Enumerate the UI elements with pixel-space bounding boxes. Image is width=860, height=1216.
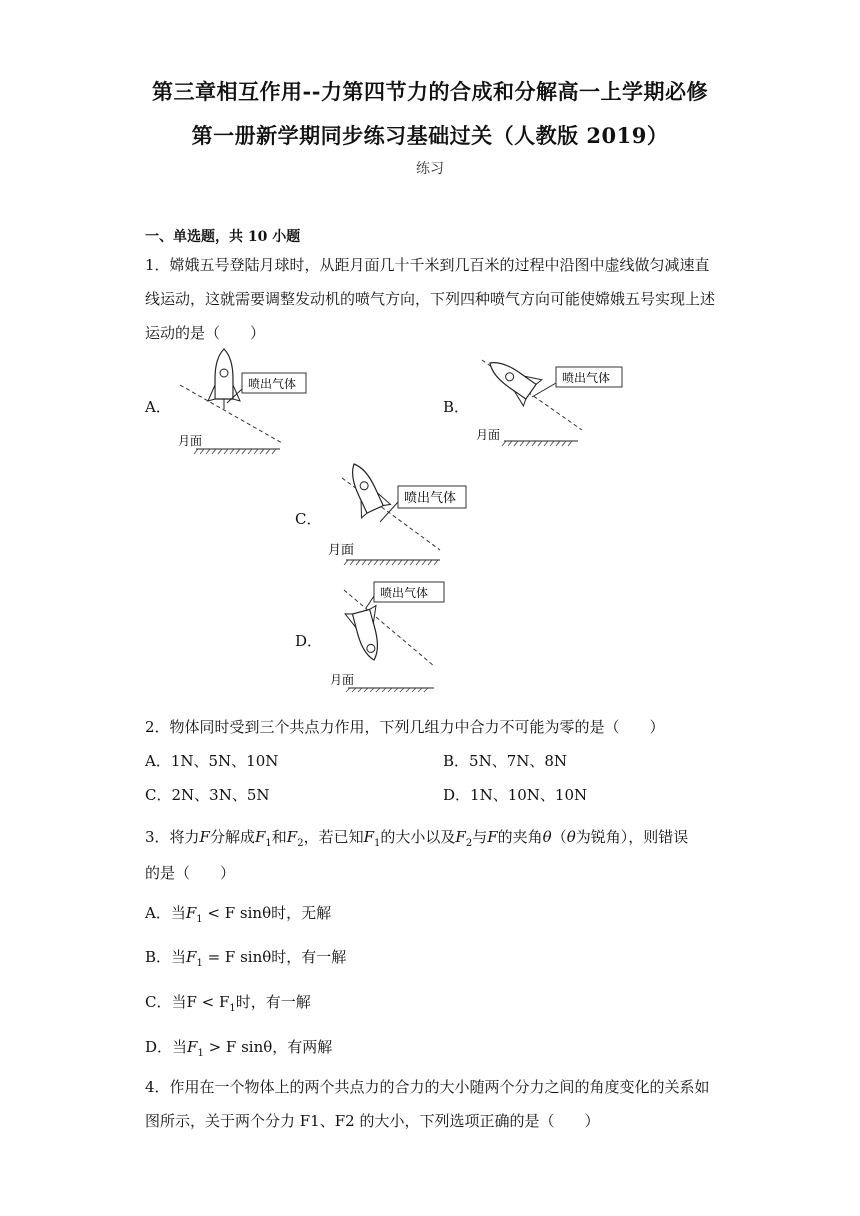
q3-stem-line1: 3．将力F分解成$F_1$和$F_2$，若已知$F_1$的大小以及$F_2$与F的夹角θ（θ为锐角），则错误: [145, 828, 689, 849]
q1-figure-a: [172, 345, 297, 455]
q3-option-b: B．当$F_1 = F$ sinθ时，有一解: [145, 948, 347, 969]
q1-line2: 线运动，这就需要调整发动机的喷气方向，下列四种喷气方向可能使嫦娥五号实现上述: [145, 290, 716, 308]
doc-title-line2: 第一册新学期同步练习基础过关（人教版 2019）: [191, 123, 669, 148]
rocket-icon: [345, 606, 389, 665]
q1-option-c-label: C．: [295, 510, 322, 528]
q1-figure-b: [470, 355, 630, 455]
q1-option-b-label: B．: [443, 398, 470, 416]
q1-line3: 运动的是（ ）: [145, 324, 266, 342]
q2-option-d: D．1N、10N、10N: [443, 786, 588, 804]
q1-option-d-label: D．: [295, 632, 323, 650]
q3-option-c: C．当$F < F_1$时，有一解: [145, 993, 311, 1014]
q2-option-c: C．2N、3N、5N: [145, 786, 270, 804]
q3-stem-line2: 的是（ ）: [145, 864, 236, 882]
rocket-icon: [481, 350, 542, 406]
doc-subtitle: 练习: [416, 161, 444, 177]
gas-label: 喷出气体: [562, 371, 611, 385]
q1-option-a-label: A．: [145, 398, 171, 416]
q2-stem: 2．物体同时受到三个共点力作用，下列几组力中合力不可能为零的是（ ）: [145, 718, 665, 736]
moon-label: 月面: [330, 673, 355, 687]
q1-figure-c: [322, 458, 477, 573]
gas-label: 喷出气体: [404, 491, 457, 506]
q3-option-d: D．当$F_1 > F$ sinθ，有两解: [145, 1038, 333, 1059]
moon-label: 月面: [178, 434, 203, 448]
gas-label: 喷出气体: [248, 377, 297, 391]
doc-title-line1: 第三章相互作用--力第四节力的合成和分解高一上学期必修: [152, 79, 708, 104]
moon-label: 月面: [476, 428, 501, 442]
rocket-icon: [339, 457, 390, 518]
q2-option-b: B．5N、7N、8N: [443, 752, 568, 770]
q3-option-a: A．当$F_1 < F$ sinθ时，无解: [145, 904, 332, 925]
section-header: 一、单选题，共 10 小题: [145, 229, 301, 245]
q1-figure-d: [322, 578, 452, 693]
rocket-icon: [208, 349, 240, 409]
q2-option-a: A．1N、5N、10N: [145, 752, 279, 770]
gas-label: 喷出气体: [380, 586, 429, 600]
q4-line1: 4．作用在一个物体上的两个共点力的合力的大小随两个分力之间的角度变化的关系如: [145, 1078, 710, 1096]
q1-line1: 1．嫦娥五号登陆月球时，从距月面几十千米到几百米的过程中沿图中虚线做匀减速直: [145, 256, 710, 274]
moon-label: 月面: [328, 543, 355, 558]
q4-line2: 图所示，关于两个分力 F1、F2 的大小，下列选项正确的是（ ）: [145, 1112, 600, 1130]
